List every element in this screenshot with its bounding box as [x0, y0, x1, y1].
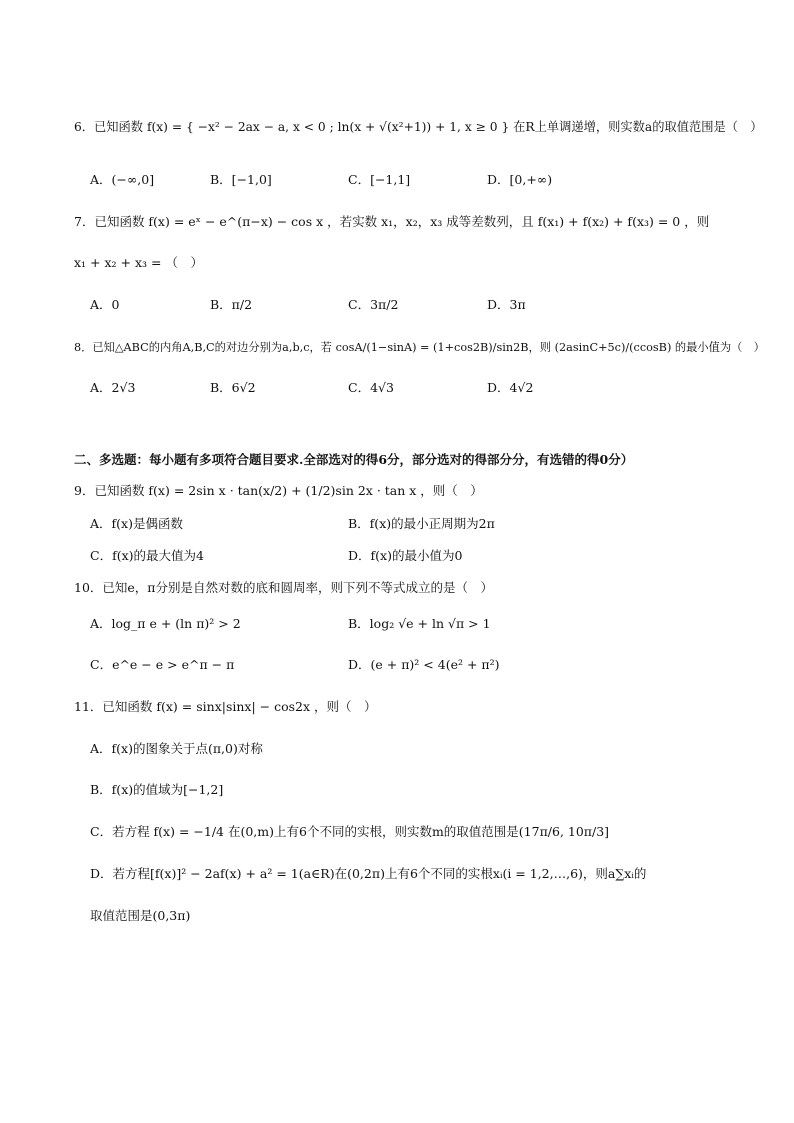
question-7-option-a: A．0	[90, 297, 120, 312]
question-10-stem: 10．已知e，π分别是自然对数的底和圆周率，则下列不等式成立的是（ ）	[74, 580, 494, 595]
question-6-option-b: B．[−1,0]	[210, 172, 272, 187]
question-9-option-c: C．f(x)的最大值为4	[90, 548, 204, 563]
question-9-option-d: D．f(x)的最小值为0	[348, 548, 463, 563]
question-8-option-c: C．4√3	[348, 380, 394, 395]
question-11-option-d-continued: 取值范围是(0,3π)	[90, 908, 191, 923]
question-11-option-b: B．f(x)的值域为[−1,2]	[90, 782, 224, 797]
question-9-option-a: A．f(x)是偶函数	[90, 516, 183, 531]
question-9-option-b: B．f(x)的最小正周期为2π	[348, 516, 495, 531]
question-10-option-b: B．log₂ √e + ln √π > 1	[348, 616, 491, 631]
question-11-option-d: D．若方程[f(x)]² − 2af(x) + a² = 1(a∈R)在(0,2π)上有6个不同的实根xᵢ(i = 1,2,…,6)，则a∑xᵢ的	[90, 866, 647, 881]
question-6-option-c: C．[−1,1]	[348, 172, 411, 187]
question-8-stem: 8．已知△ABC的内角A,B,C的对边分别为a,b,c，若 cosA/(1−sinA) = (1+cos2B)/sin2B，则 (2asinC+5c)/(ccosB) 的最小值为（ ）	[74, 341, 765, 354]
question-10-option-a: A．log_π e + (ln π)² > 2	[90, 616, 241, 631]
question-8-option-b: B．6√2	[210, 380, 256, 395]
question-11-option-c: C．若方程 f(x) = −1/4 在(0,m)上有6个不同的实根，则实数m的取值范围是(17π/6, 10π/3]	[90, 824, 610, 839]
question-6-stem: 6．已知函数 f(x) = { −x² − 2ax − a, x < 0 ; ln(x + √(x²+1)) + 1, x ≥ 0 } 在R上单调递增，则实数a的取值范围是（ ）	[74, 120, 763, 134]
section-title: 二、多选题：每小题有多项符合题目要求.全部选对的得6分，部分选对的得部分分，有选错的得0分）	[74, 452, 634, 467]
question-8-option-d: D．4√2	[487, 380, 534, 395]
question-7-option-d: D．3π	[487, 297, 526, 312]
question-9-stem: 9．已知函数 f(x) = 2sin x · tan(x/2) + (1/2)sin 2x · tan x ，则（ ）	[74, 483, 483, 498]
question-10-option-c: C．e^e − e > e^π − π	[90, 657, 235, 672]
question-11-option-a: A．f(x)的图象关于点(π,0)对称	[90, 741, 263, 756]
question-6-option-d: D．[0,+∞)	[487, 172, 553, 187]
question-11-stem: 11．已知函数 f(x) = sinx|sinx| − cos2x ，则（ ）	[74, 699, 377, 714]
question-6-option-a: A．(−∞,0]	[90, 172, 155, 187]
question-8-option-a: A．2√3	[90, 380, 136, 395]
question-7-option-c: C．3π/2	[348, 297, 399, 312]
question-7-option-b: B．π/2	[210, 297, 253, 312]
question-7-stem-continued: x₁ + x₂ + x₃ = （ ）	[74, 255, 203, 270]
question-7-stem: 7．已知函数 f(x) = eˣ − e^(π−x) − cos x ，若实数 x₁，x₂，x₃ 成等差数列，且 f(x₁) + f(x₂) + f(x₃) = 0 ，则	[74, 214, 710, 229]
question-10-option-d: D．(e + π)² < 4(e² + π²)	[348, 657, 500, 672]
